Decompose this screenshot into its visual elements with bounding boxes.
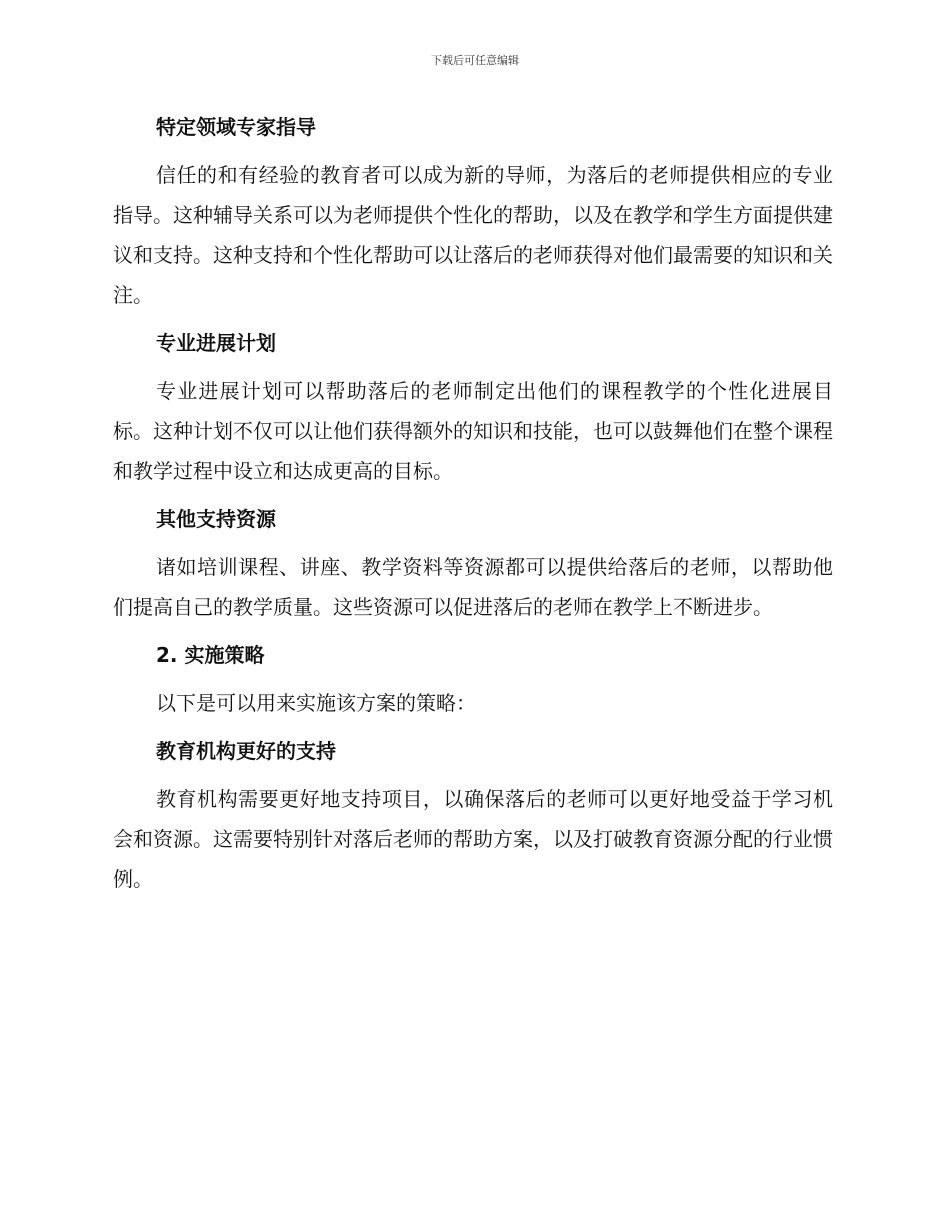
page-header: 下载后可任意编辑 bbox=[431, 54, 519, 67]
section-heading-strategy: 2. 实施策略 bbox=[156, 643, 265, 667]
section-heading-expert-guidance: 特定领域专家指导 bbox=[156, 115, 316, 139]
section-paragraph-strategy: 以下是可以用来实施该方案的策略： bbox=[156, 691, 476, 715]
document-body bbox=[113, 108, 833, 899]
section-paragraph-expert-guidance: 信任的和有经验的教育者可以成为新的导师，为落后的老师提供相应的专业指导。这种辅导关系可以为老师提供个性化的帮助，以及在教学和学生方面提供建议和支持。这种支持和个性化帮助可以让落后的老师获得对他们最需要的知识和关注。 bbox=[113, 163, 833, 307]
section-paragraph-other-resources: 诸如培训课程、讲座、教学资料等资源都可以提供给落后的老师，以帮助他们提高自己的教学质量。这些资源可以促进落后的老师在教学上不断进步。 bbox=[113, 555, 833, 619]
section-heading-progress-plan: 专业进展计划 bbox=[156, 331, 276, 355]
section-paragraph-institution-support: 教育机构需要更好地支持项目，以确保落后的老师可以更好地受益于学习机会和资源。这需要特别针对落后老师的帮助方案，以及打破教育资源分配的行业惯例。 bbox=[113, 787, 833, 891]
section-heading-other-resources: 其他支持资源 bbox=[156, 507, 276, 531]
section-paragraph-progress-plan: 专业进展计划可以帮助落后的老师制定出他们的课程教学的个性化进展目标。这种计划不仅可以让他们获得额外的知识和技能，也可以鼓舞他们在整个课程和教学过程中设立和达成更高的目标。 bbox=[113, 379, 833, 483]
section-heading-institution-support: 教育机构更好的支持 bbox=[156, 739, 336, 763]
